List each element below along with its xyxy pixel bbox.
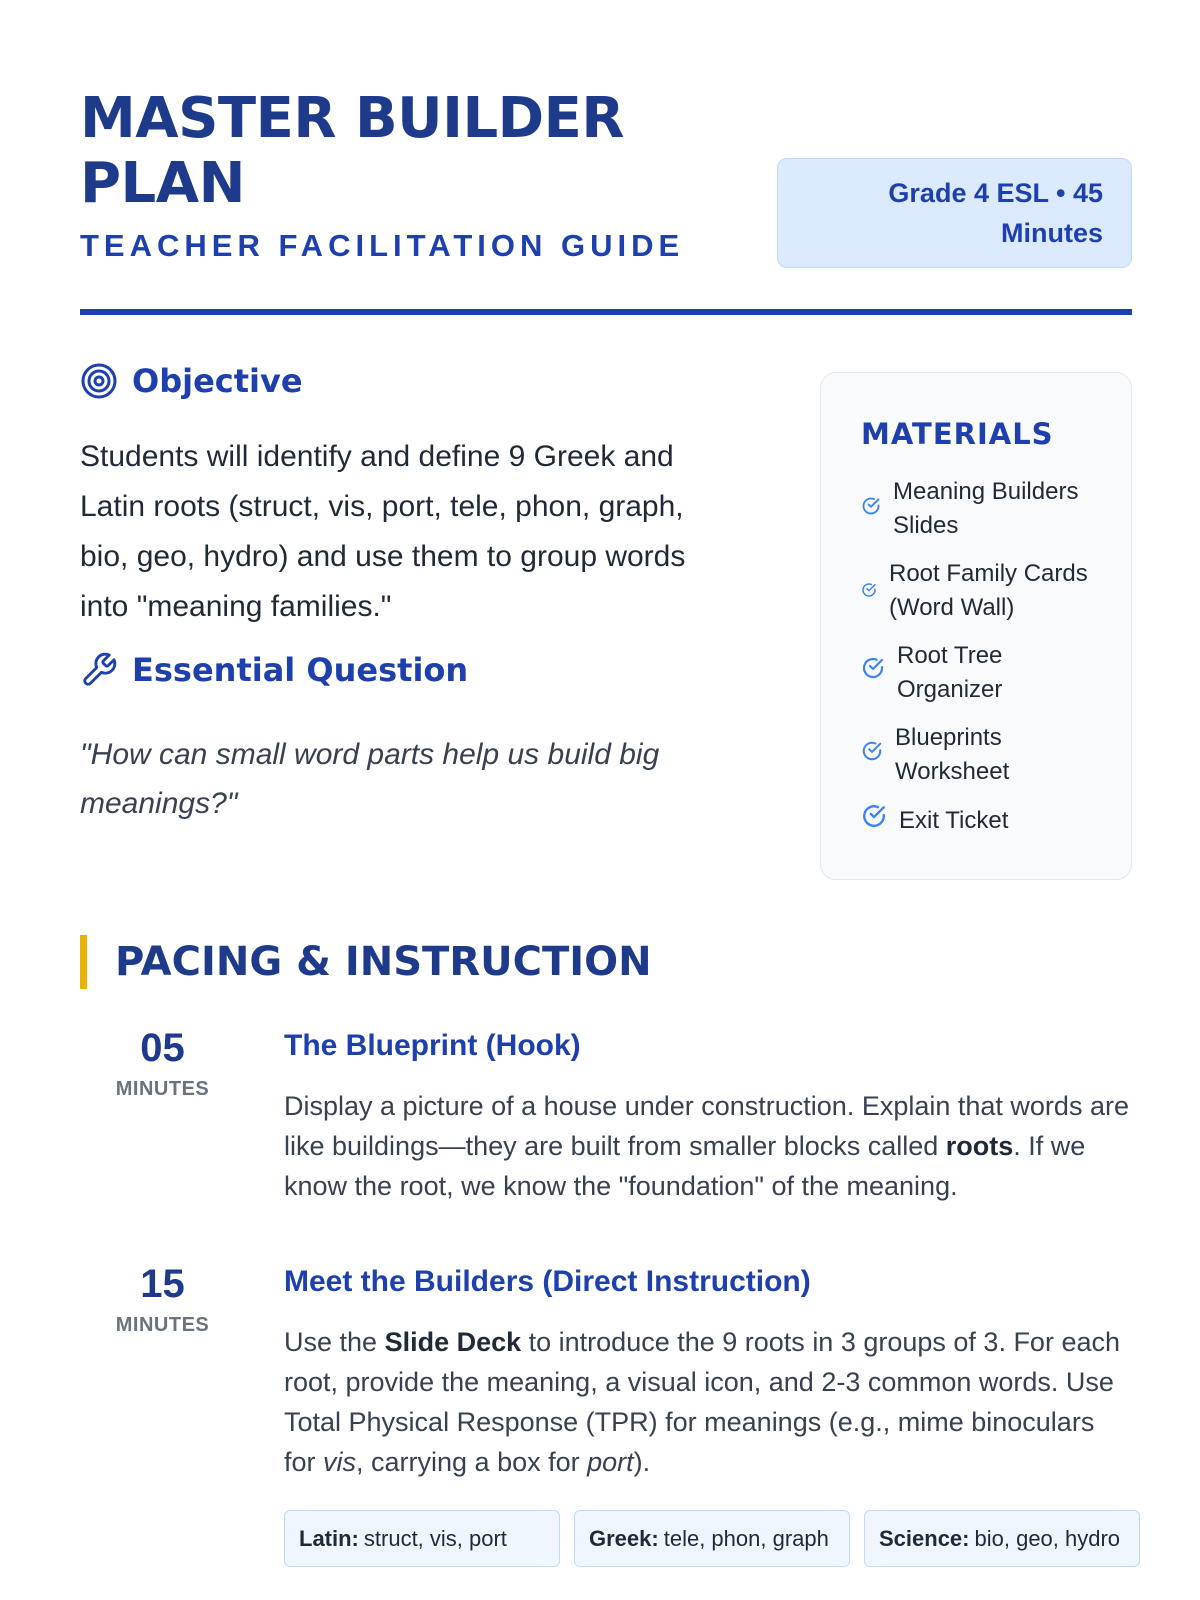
check-circle-icon [861, 803, 887, 839]
check-circle-icon [861, 656, 885, 690]
materials-item [861, 721, 1111, 789]
pacing-heading: PACING & INSTRUCTION [80, 935, 652, 989]
step-unit: MINUTES [115, 1314, 210, 1336]
header-divider [80, 309, 1132, 315]
materials-item [861, 557, 1111, 625]
check-circle-icon [861, 492, 881, 526]
root-chip-latin: Latin: struct, vis, port [284, 1510, 560, 1567]
target-icon [80, 362, 118, 400]
materials-item-label: Root Family Cards (Word Wall) [889, 560, 1088, 621]
materials-item [861, 639, 1111, 707]
essential-question-heading-label: Essential Question [132, 651, 469, 689]
header [80, 86, 1132, 318]
step-title: The Blueprint (Hook) [284, 1029, 581, 1062]
essential-question-heading [80, 651, 468, 689]
step-description: Display a picture of a house under construction. Explain that words are like buildings—they are built from smaller blocks called roots. If we know the root, we know the "foundation" of the meaning. [284, 1091, 1129, 1201]
wrench-icon [80, 651, 118, 689]
grade-badge-text: Grade 4 ESL • 45 Minutes [888, 178, 1103, 248]
materials-card [820, 372, 1132, 880]
essential-question-text: "How can small word parts help us build big meanings?" [80, 738, 660, 820]
step-minutes: 05 [140, 1026, 185, 1070]
step-description: Use the Slide Deck to introduce the 9 roots in 3 groups of 3. For each root, provide the meaning, a visual icon, and 2-3 common words. Use Total Physical Response (TPR) for meanings (e.g., mime binoculars for vis, carrying a box for port). [284, 1327, 1120, 1477]
materials-item [861, 475, 1111, 543]
materials-item-label: Blueprints Worksheet [895, 724, 1010, 785]
materials-item-label: Exit Ticket [899, 807, 1009, 834]
objective-heading-label: Objective [132, 362, 303, 400]
objective-text: Students will identify and define 9 Greek and Latin roots (struct, vis, port, tele, phon, graph, bio, geo, hydro) and use them to group words into "meaning families." [80, 440, 686, 623]
check-circle-icon [861, 574, 877, 608]
materials-item-label: Meaning Builders Slides [893, 478, 1079, 539]
root-chips [284, 1510, 1140, 1567]
page-subtitle: TEACHER FACILITATION GUIDE [80, 228, 685, 263]
materials-item-label: Root Tree Organizer [897, 642, 1003, 703]
step-body [284, 1262, 1132, 1482]
step-time [80, 1026, 245, 1101]
check-circle-icon [861, 738, 883, 772]
step-body [284, 1026, 1132, 1206]
page-title: MASTER BUILDER PLAN [80, 86, 625, 216]
root-chip-science: Science: bio, geo, hydro [864, 1510, 1140, 1567]
materials-item [861, 803, 1111, 839]
objective-heading [80, 362, 303, 400]
step-minutes: 15 [140, 1262, 185, 1306]
step-title: Meet the Builders (Direct Instruction) [284, 1265, 811, 1298]
materials-heading: MATERIALS [861, 417, 1054, 451]
step-time [80, 1262, 245, 1337]
step-unit: MINUTES [115, 1078, 210, 1100]
grade-badge [777, 158, 1132, 268]
root-chip-greek: Greek: tele, phon, graph [574, 1510, 850, 1567]
